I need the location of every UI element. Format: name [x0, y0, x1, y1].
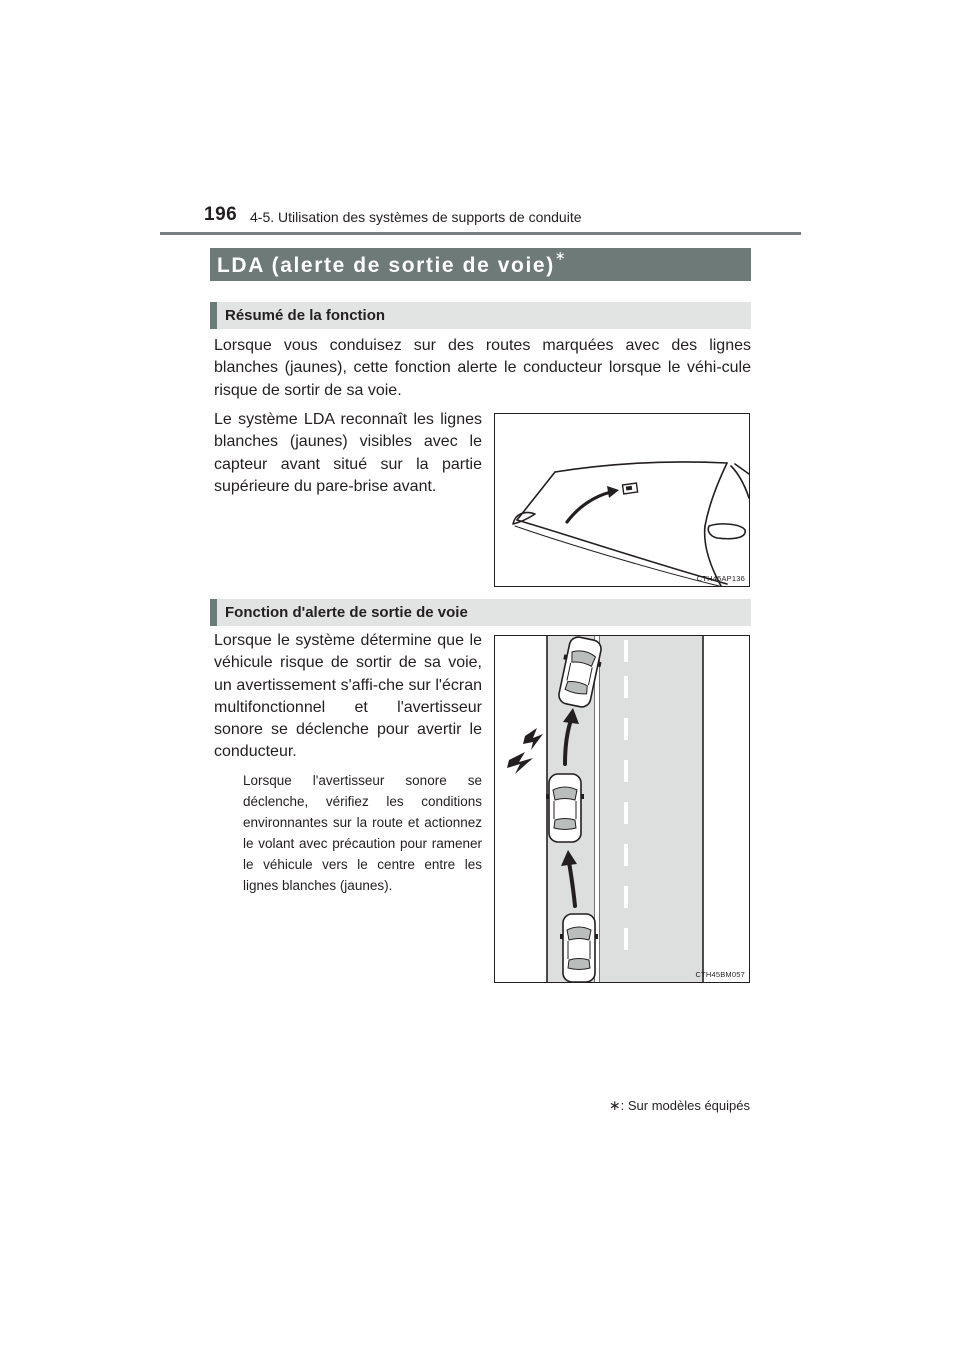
chapter-title: 4-5. Utilisation des systèmes de supports de conduite	[250, 209, 582, 225]
page-number: 196	[204, 204, 238, 225]
windshield-sensor-figure	[494, 413, 750, 587]
figure-code-1: CTH45AP136	[696, 574, 745, 583]
footnote	[609, 1097, 750, 1114]
summary-heading: Résumé de la fonction	[210, 302, 751, 329]
summary-paragraph-2: Le système LDA reconnaît les lignes blanches (jaunes) visibles avec le capteur avant situé sur la partie supérieure du pare-brise avant.	[214, 411, 482, 495]
header-rule	[160, 232, 801, 235]
warning-function-paragraph: Lorsque le système détermine que le véhicule risque de sortir de sa voie, un avertissement s'affi-che sur l'écran multifonctionnel et l'avertisseur sonore se déclenche pour avertir le conducteur.	[214, 632, 482, 761]
warning-note: Lorsque l'avertisseur sonore se déclenche, vérifiez les conditions environnantes sur la route et actionnez le volant avec précaution pour ramener le véhicule vers le centre entre les lignes blanches (jaunes).	[243, 773, 482, 894]
footnote-mark: ∗	[608, 1097, 621, 1113]
car-windshield-illustration	[495, 414, 749, 586]
section-title-text: LDA (alerte de sortie de voie)	[217, 253, 555, 277]
lane-departure-figure	[494, 635, 750, 983]
lane-departure-illustration	[495, 636, 749, 982]
sensor-arrow-icon	[567, 486, 619, 522]
car-middle-icon	[546, 774, 584, 842]
section-title-bar	[210, 248, 751, 281]
figure-code-2: CTH45BM057	[695, 970, 745, 979]
buzzer-warning-icon	[507, 728, 543, 774]
summary-paragraph-1: Lorsque vous conduisez sur des routes marquées avec des lignes blanches (jaunes), cette fonction alerte le conducteur lorsque le véhi-cule risque de sortir de sa voie.	[214, 337, 751, 399]
section-title-mark: ∗	[554, 247, 568, 263]
warning-function-heading: Fonction d'alerte de sortie de voie	[210, 599, 751, 626]
section-title	[217, 247, 568, 278]
front-sensor-icon	[623, 483, 638, 494]
car-bottom-icon	[560, 914, 598, 982]
footnote-text: : Sur modèles équipés	[620, 1098, 750, 1113]
